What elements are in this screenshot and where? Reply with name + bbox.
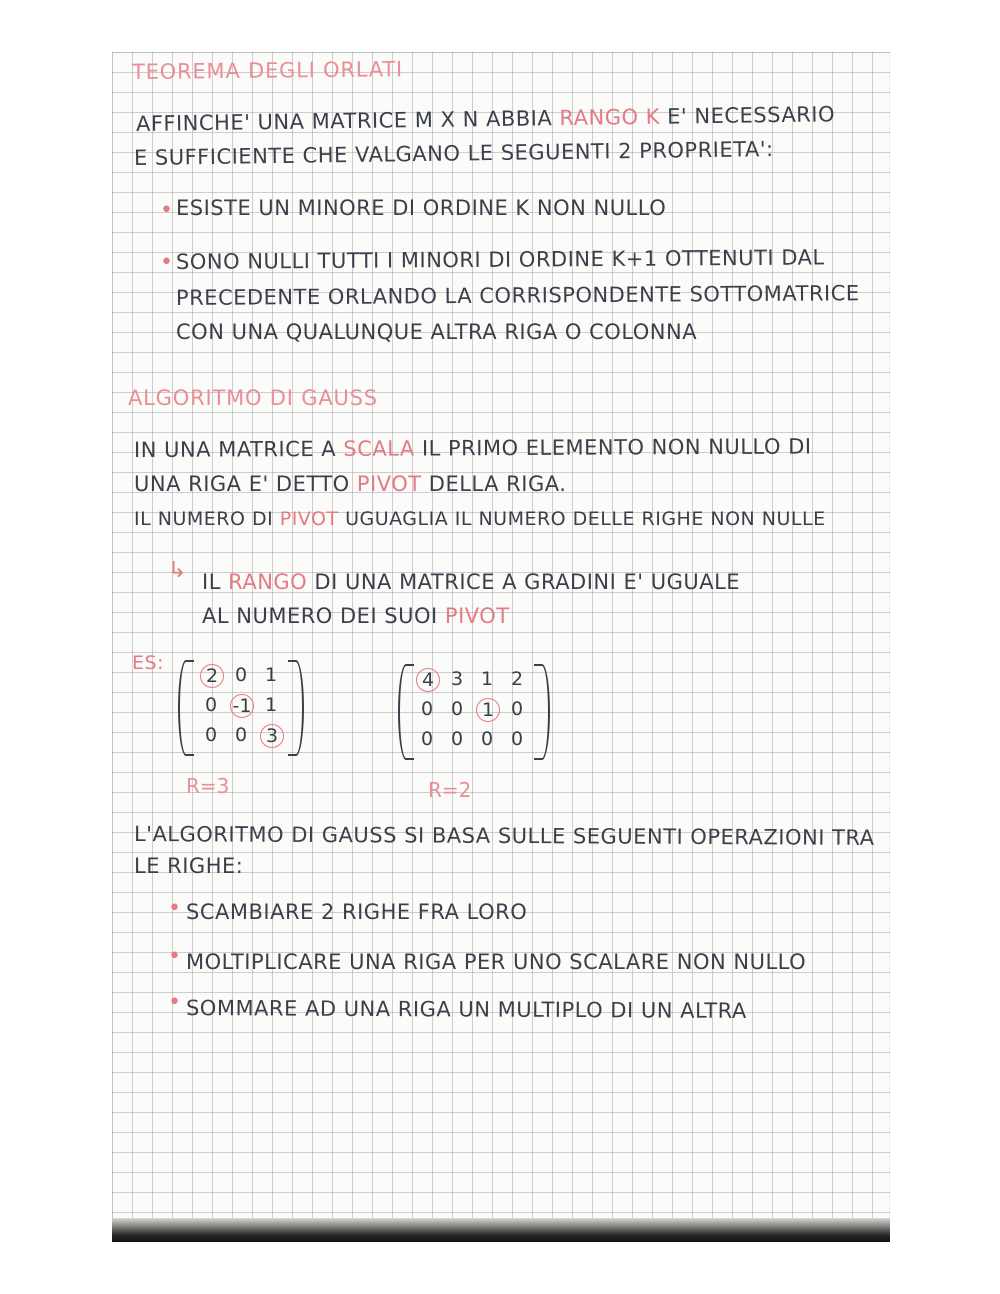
- matrix1-rank: R=3: [186, 774, 230, 798]
- matrix1-cell: 0: [234, 724, 248, 746]
- matrix2-cell-pivot: 4: [416, 668, 440, 692]
- note-line2: [202, 606, 510, 627]
- matrix2-cell: 0: [510, 698, 524, 720]
- par2-line1-a: IN UNA MATRICE A: [133, 436, 337, 462]
- par2-line3: [134, 510, 826, 529]
- matrix1-cell-pivot: 2: [200, 664, 224, 688]
- par3-line2: LE RIGHE:: [134, 854, 244, 878]
- scala-highlight: SCALA: [343, 436, 415, 461]
- par1-line1-a: AFFINCHE' UNA MATRICE M X N ABBIA: [135, 106, 553, 136]
- par2-line2: [134, 474, 566, 495]
- note-line1: [202, 572, 740, 593]
- matrix2-cell: 0: [450, 698, 464, 720]
- matrix-1: [178, 660, 304, 752]
- bullet2-line2: PRECEDENTE ORLANDO LA CORRISPONDENTE SOTTOMATRICE: [175, 281, 860, 310]
- title-teorema-orlati: TEOREMA DEGLI ORLATI: [131, 57, 404, 84]
- matrix1-cell: 1: [264, 694, 278, 716]
- left-paren: [398, 664, 414, 760]
- matrix2-cell: 0: [480, 728, 494, 750]
- par1-line2: E SUFFICIENTE CHE VALGANO LE SEGUENTI 2 PROPRIETA':: [133, 137, 774, 170]
- notebook-page: [112, 52, 890, 1240]
- pivot-highlight-2: PIVOT: [279, 508, 339, 530]
- matrix1-cell: 0: [204, 724, 218, 746]
- title-algoritmo-gauss: ALGORITMO DI GAUSS: [128, 386, 378, 410]
- matrix1-cell: 0: [234, 664, 248, 686]
- par2-line1-b: IL PRIMO ELEMENTO NON NULLO DI: [421, 434, 812, 461]
- note-line1-a: IL: [202, 570, 221, 594]
- bullet-icon: •: [168, 990, 181, 1015]
- bullet-icon: •: [160, 250, 173, 275]
- bullet-icon: •: [168, 896, 181, 921]
- matrix2-cell: 2: [510, 668, 524, 690]
- matrix1-cell-pivot: 3: [260, 724, 284, 748]
- par1-line1-b: E' NECESSARIO: [667, 102, 836, 129]
- right-paren: [288, 660, 304, 756]
- pivot-highlight-3: PIVOT: [444, 604, 510, 628]
- matrix2-cell: 3: [450, 668, 464, 690]
- bullet-icon: •: [168, 944, 181, 969]
- rango-highlight: RANGO: [228, 570, 308, 594]
- right-paren: [534, 664, 550, 760]
- par2-line2-a: UNA RIGA E' DETTO: [134, 472, 350, 496]
- matrix2-cell-pivot: 1: [476, 698, 500, 722]
- note-line1-b: DI UNA MATRICE A GRADINI E' UGUALE: [314, 570, 741, 594]
- matrix2-cell: 0: [450, 728, 464, 750]
- bullet1-text: ESISTE UN MINORE DI ORDINE K NON NULLO: [176, 196, 667, 220]
- matrix1-cell-pivot: -1: [230, 694, 254, 718]
- matrix2-cell: 1: [480, 668, 494, 690]
- matrix2-rank: R=2: [428, 778, 472, 802]
- bullet-icon: •: [160, 198, 173, 223]
- par2-line3-a: IL NUMERO DI: [134, 508, 274, 530]
- example-label: ES:: [132, 652, 164, 674]
- operation-2: MOLTIPLICARE UNA RIGA PER UNO SCALARE NON NULLO: [186, 950, 807, 974]
- arrow-right-icon: ↳: [168, 558, 187, 583]
- matrix1-cell: 1: [264, 664, 278, 686]
- matrix1-cell: 0: [204, 694, 218, 716]
- matrix2-cell: 0: [510, 728, 524, 750]
- matrix-2: [398, 664, 550, 756]
- operation-1: SCAMBIARE 2 RIGHE FRA LORO: [186, 900, 528, 924]
- par2-line3-b: UGUAGLIA IL NUMERO DELLE RIGHE NON NULLE: [345, 508, 826, 530]
- par3-line1: L'ALGORITMO DI GAUSS SI BASA SULLE SEGUENTI OPERAZIONI TRA: [133, 822, 875, 850]
- matrix2-cell: 0: [420, 728, 434, 750]
- par2-line2-b: DELLA RIGA.: [428, 472, 567, 496]
- bullet2-line3: CON UNA QUALUNQUE ALTRA RIGA O COLONNA: [176, 320, 698, 344]
- left-paren: [178, 660, 194, 756]
- bullet2-line1: SONO NULLI TUTTI I MINORI DI ORDINE K+1 OTTENUTI DAL: [175, 245, 825, 274]
- notebook-binding: [112, 1218, 890, 1242]
- operation-3: SOMMARE AD UNA RIGA UN MULTIPLO DI UN ALTRA: [185, 996, 747, 1023]
- note-line2-a: AL NUMERO DEI SUOI: [202, 604, 438, 628]
- par2-line1: [134, 436, 812, 461]
- pivot-highlight: PIVOT: [356, 472, 422, 496]
- rango-k-highlight: RANGO K: [559, 104, 661, 131]
- matrix2-cell: 0: [420, 698, 434, 720]
